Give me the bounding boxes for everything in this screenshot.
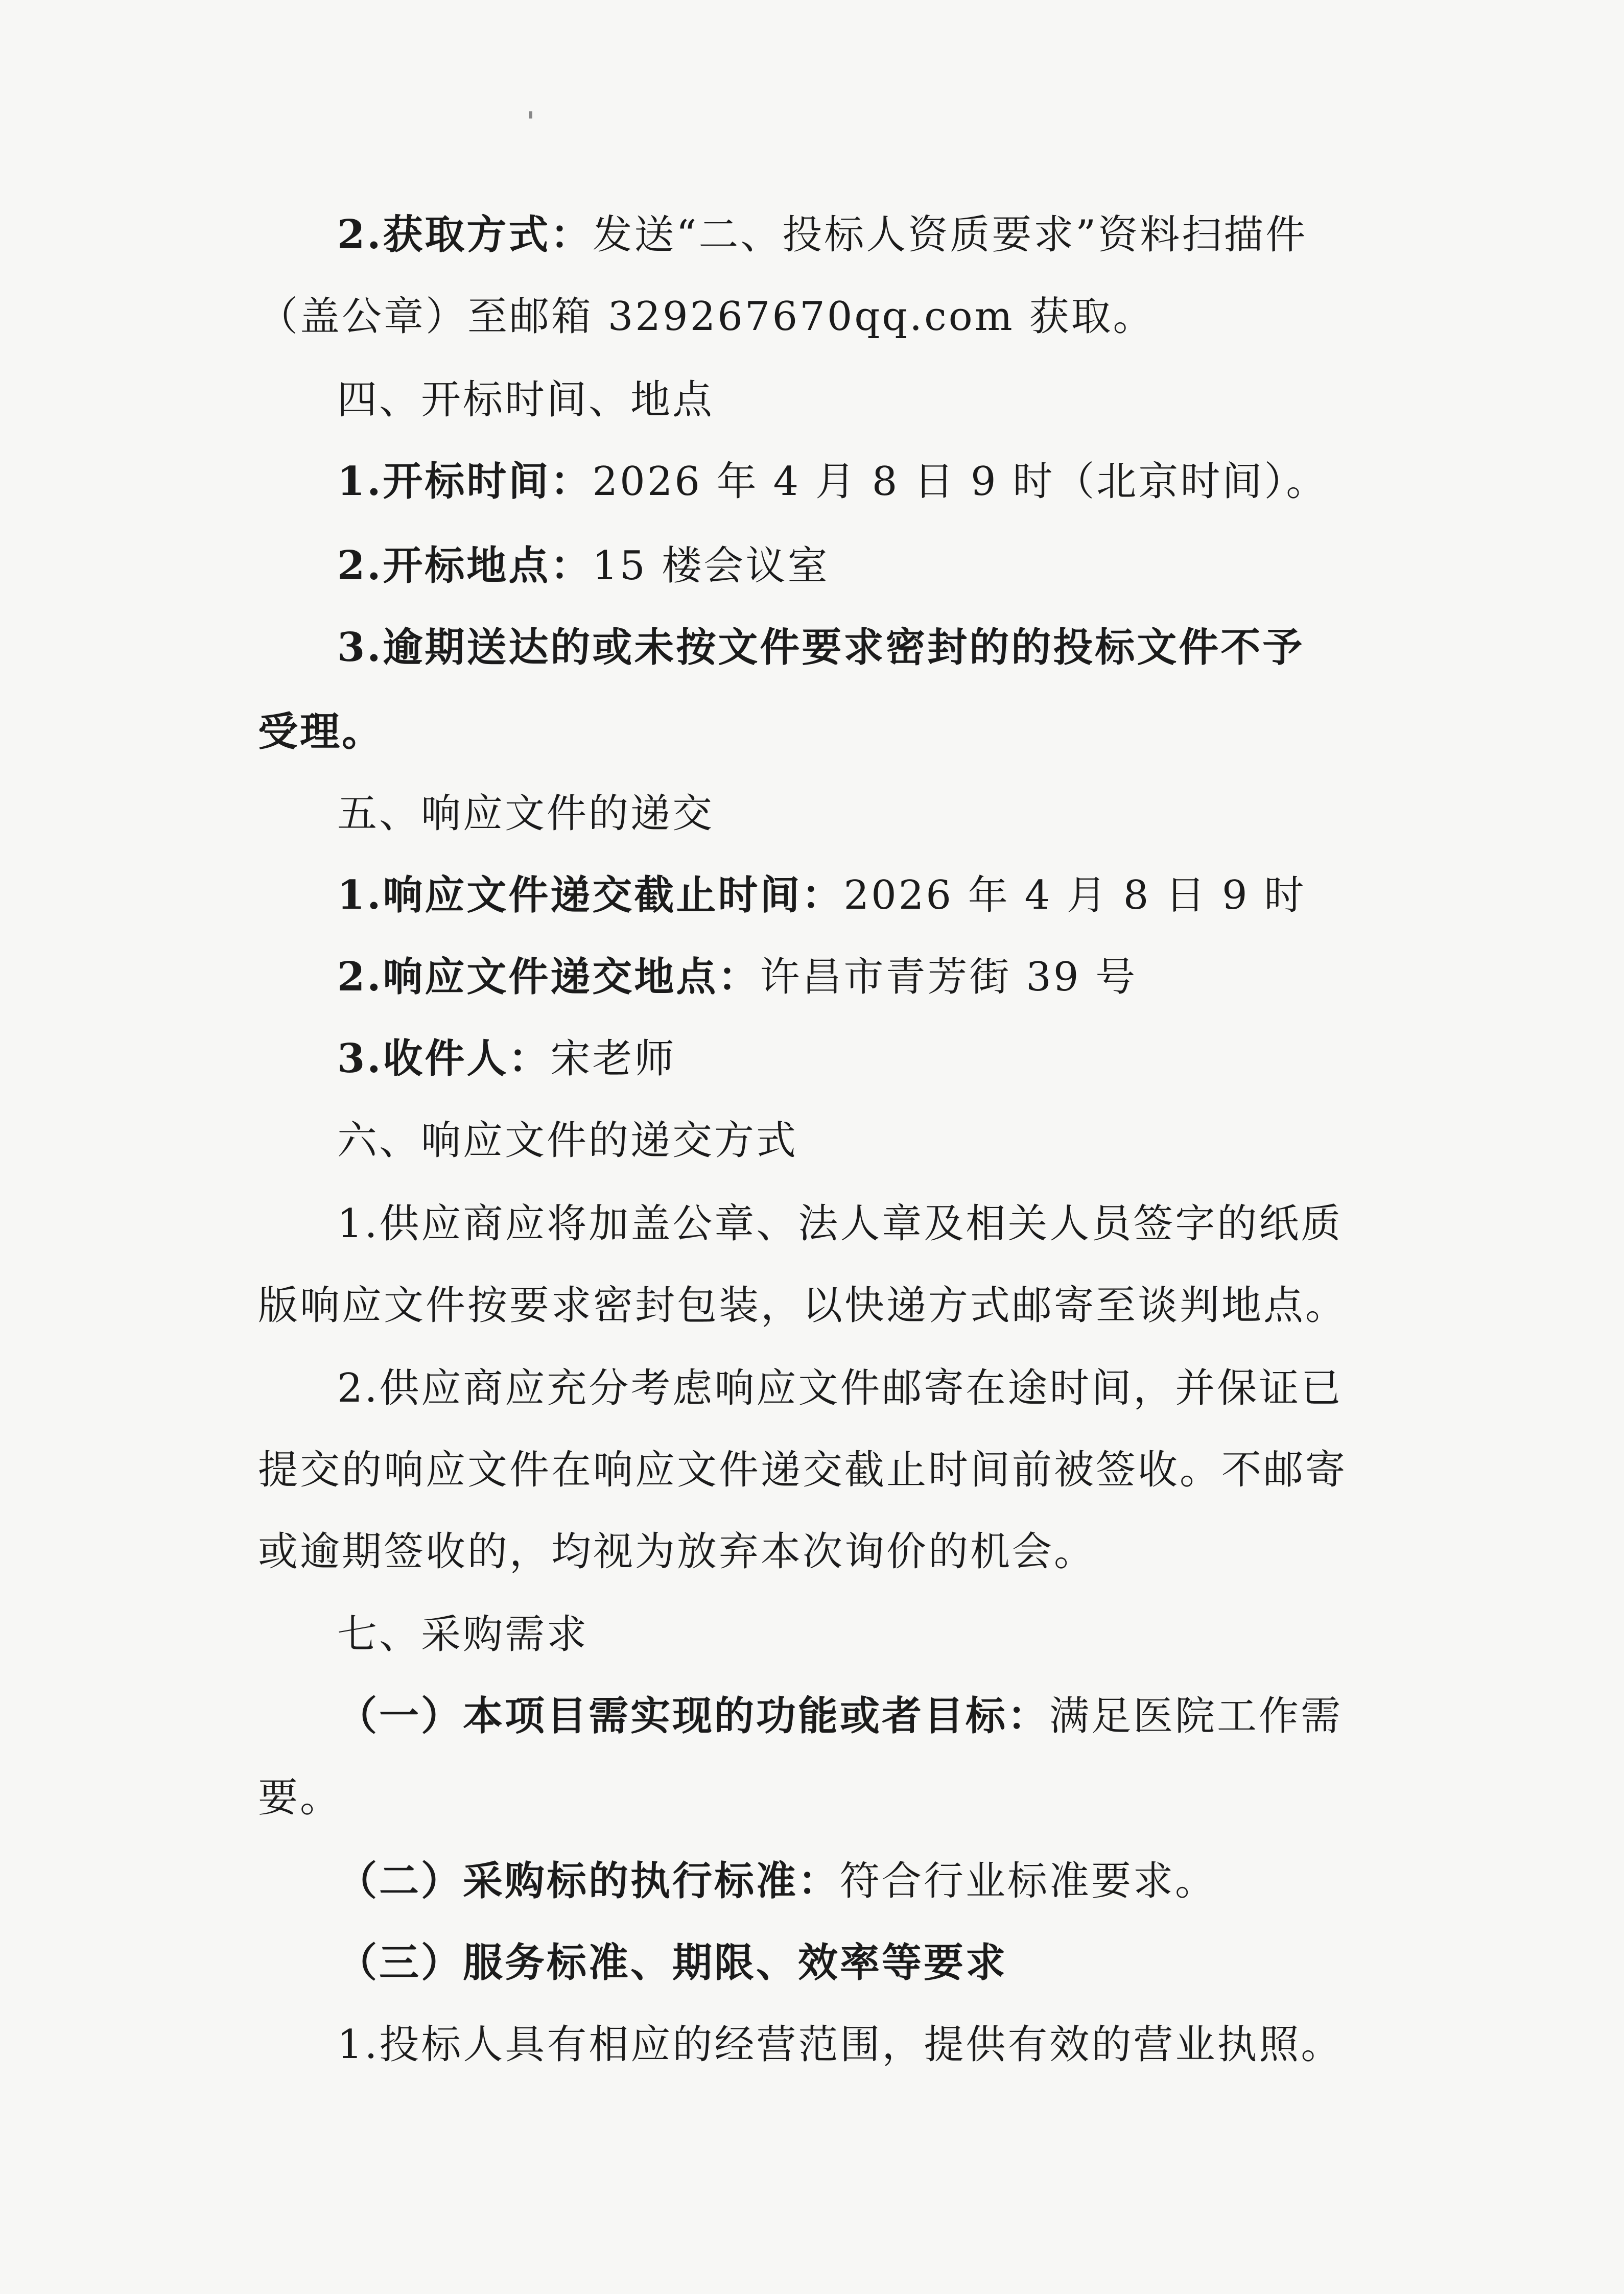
line-opening-time: 1.开标时间：2026 年 4 月 8 日 9 时（北京时间）。 [337,458,1328,505]
line-recipient: 3.收件人：宋老师 [337,1035,676,1082]
line-submit-place: 2.响应文件递交地点：许昌市青芳街 39 号 [337,954,1138,1000]
heading-section-7: 七、采购需求 [337,1612,589,1658]
line-requirement-2: （二）采购标的执行标准：符合行业标准要求。 [337,1858,1217,1904]
line-submission-1-cont: 版响应文件按要求密封包装，以快递方式邮寄至谈判地点。 [258,1283,1348,1329]
line-requirement-3-item-1: 1.投标人具有相应的经营范围，提供有效的营业执照。 [337,2022,1343,2068]
line-submission-2-cont2: 或逾期签收的，均视为放弃本次询价的机会。 [258,1529,1096,1575]
line-requirement-1-cont: 要。 [258,1775,342,1821]
line-late-rejection: 3.逾期送达的或未按文件要求密封的的投标文件不予 [337,624,1305,671]
scan-mark [529,111,532,119]
heading-section-6: 六、响应文件的递交方式 [337,1118,798,1164]
line-late-rejection-cont: 受理。 [258,708,384,755]
line-submission-2-cont: 提交的响应文件在响应文件递交截止时间前被签收。不邮寄 [258,1447,1348,1493]
line-submit-deadline: 1.响应文件递交截止时间：2026 年 4 月 8 日 9 时 [337,872,1306,918]
line-opening-place: 2.开标地点：15 楼会议室 [337,542,830,589]
heading-section-4: 四、开标时间、地点 [337,377,715,423]
line-requirement-1: （一）本项目需实现的功能或者目标：满足医院工作需 [337,1693,1343,1739]
line-requirement-3: （三）服务标准、期限、效率等要求 [337,1940,1008,1986]
line-submission-2: 2.供应商应充分考虑响应文件邮寄在途时间，并保证已 [337,1365,1343,1411]
line-email: （盖公章）至邮箱 329267670qq.com 获取。 [258,294,1155,340]
heading-section-5: 五、响应文件的递交 [337,791,715,837]
line-acquire-method: 2.获取方式：发送“二、投标人资质要求”资料扫描件 [337,211,1308,258]
line-submission-1: 1.供应商应将加盖公章、法人章及相关人员签字的纸质 [337,1201,1343,1247]
